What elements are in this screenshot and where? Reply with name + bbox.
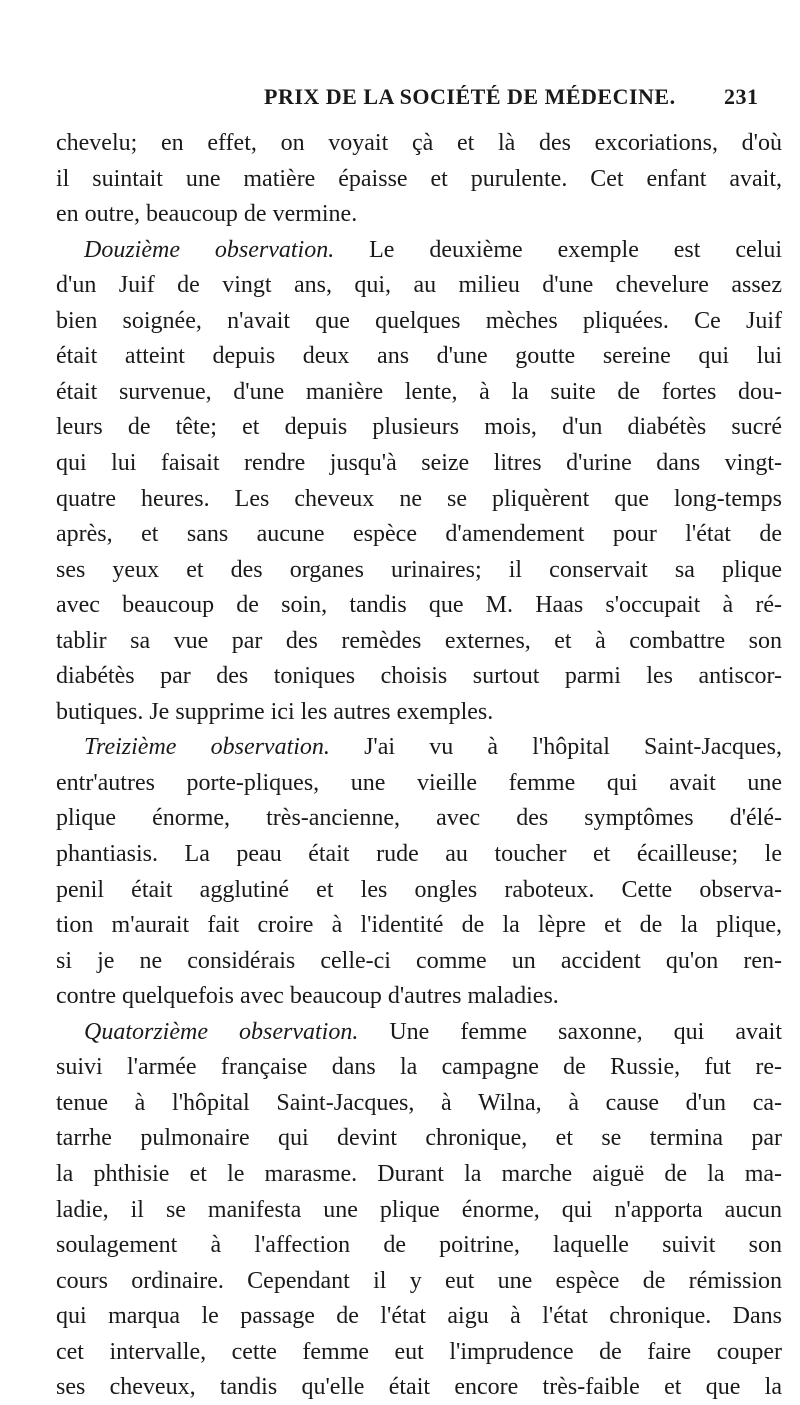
line-text: était atteint depuis deux ans d'une goutte sereine qui lui [56, 343, 782, 369]
text-line [56, 873, 782, 908]
line-text: d'un Juif de vingt ans, qui, au milieu d'une chevelure assez [56, 272, 782, 298]
text-line [56, 944, 782, 979]
observation-heading: Treizième observation. [84, 734, 330, 760]
text-line [84, 730, 782, 765]
text-line [56, 162, 782, 197]
text-line [56, 1193, 782, 1228]
observation-heading: Quatorzième observation. [84, 1019, 359, 1045]
text-line [56, 659, 782, 694]
line-text: ses yeux et des organes urinaires; il conservait sa plique [56, 557, 782, 583]
line-text: était survenue, d'une manière lente, à la suite de fortes dou- [56, 379, 782, 405]
text-line [56, 1228, 782, 1263]
line-text: contre quelquefois avec beaucoup d'autres maladies. [56, 983, 559, 1009]
text-line [56, 446, 782, 481]
line-text: tarrhe pulmonaire qui devint chronique, et se termina par [56, 1125, 782, 1151]
line-text: en outre, beaucoup de vermine. [56, 201, 358, 227]
text-line [56, 410, 782, 445]
text-line [56, 837, 782, 872]
line-text: tion m'aurait fait croire à l'identité de la lèpre et de la plique, [56, 912, 782, 938]
line-text: cet intervalle, cette femme eut l'imprudence de faire couper [56, 1339, 782, 1365]
text-line [56, 908, 782, 943]
running-head [264, 84, 794, 114]
text-line [56, 1086, 782, 1121]
text-line [84, 233, 782, 268]
line-text: il suintait une matière épaisse et purulente. Cet enfant avait, [56, 166, 782, 192]
observation-heading: Douzième observation. [84, 237, 335, 263]
line-text: leurs de tête; et depuis plusieurs mois, d'un diabétès sucré [56, 414, 782, 440]
line-text: diabétès par des toniques choisis surtout parmi les antiscor- [56, 663, 782, 689]
running-title: PRIX DE LA SOCIÉTÉ DE MÉDECINE. [264, 84, 676, 109]
line-text: penil était agglutiné et les ongles raboteux. Cette observa- [56, 877, 782, 903]
line-text: si je ne considérais celle-ci comme un accident qu'on ren- [56, 948, 782, 974]
text-line [56, 588, 782, 623]
line-text: bien soignée, n'avait que quelques mèches pliquées. Ce Juif [56, 308, 782, 334]
text-line [56, 553, 782, 588]
line-text: butiques. Je supprime ici les autres exemples. [56, 699, 494, 725]
line-text: ladie, il se manifesta une plique énorme, qui n'apporta aucun [56, 1197, 782, 1223]
line-text: quatre heures. Les cheveux ne se pliquèrent que long-temps [56, 486, 782, 512]
text-line [56, 979, 782, 1014]
text-line [56, 482, 782, 517]
line-text: tenue à l'hôpital Saint-Jacques, à Wilna, à cause d'un ca- [56, 1090, 782, 1116]
text-line [56, 197, 782, 232]
text-line [56, 517, 782, 552]
line-text: Le deuxième exemple est celui [334, 237, 782, 263]
text-line [84, 1015, 782, 1050]
text-line [56, 126, 782, 161]
line-text: tablir sa vue par des remèdes externes, et à combattre son [56, 628, 782, 654]
text-line [56, 801, 782, 836]
text-line [56, 1299, 782, 1334]
text-line [56, 1157, 782, 1192]
text-line [56, 1370, 782, 1405]
line-text: après, et sans aucune espèce d'amendement pour l'état de [56, 521, 782, 547]
text-line [56, 339, 782, 374]
line-text: qui lui faisait rendre jusqu'à seize litres d'urine dans vingt- [56, 450, 782, 476]
text-line [56, 375, 782, 410]
line-text: avec beaucoup de soin, tandis que M. Haas s'occupait à ré- [56, 592, 782, 618]
line-text: qui marqua le passage de l'état aigu à l'état chronique. Dans [56, 1303, 782, 1329]
text-line [56, 1121, 782, 1156]
line-text: cours ordinaire. Cependant il y eut une espèce de rémission [56, 1268, 782, 1294]
line-text: la phthisie et le marasme. Durant la marche aiguë de la ma- [56, 1161, 782, 1187]
line-text: plique énorme, très-ancienne, avec des symptômes d'élé- [56, 805, 782, 831]
text-line [56, 1050, 782, 1085]
text-line [56, 695, 782, 730]
text-line [56, 304, 782, 339]
text-line [56, 1335, 782, 1370]
line-text: chevelu; en effet, on voyait çà et là des excoriations, d'où [56, 130, 782, 156]
line-text: suivi l'armée française dans la campagne de Russie, fut re- [56, 1054, 782, 1080]
text-line [56, 1264, 782, 1299]
text-line [56, 268, 782, 303]
line-text: soulagement à l'affection de poitrine, laquelle suivit son [56, 1232, 782, 1258]
line-text: entr'autres porte-pliques, une vieille femme qui avait une [56, 770, 782, 796]
line-text: ses cheveux, tandis qu'elle était encore très-faible et que la [56, 1374, 782, 1400]
line-text: Une femme saxonne, qui avait [358, 1019, 782, 1045]
line-text: phantiasis. La peau était rude au toucher et écailleuse; le [56, 841, 782, 867]
text-line [56, 624, 782, 659]
text-line [56, 766, 782, 801]
line-text: J'ai vu à l'hôpital Saint-Jacques, [329, 734, 782, 760]
page-number: 231 [724, 84, 759, 109]
